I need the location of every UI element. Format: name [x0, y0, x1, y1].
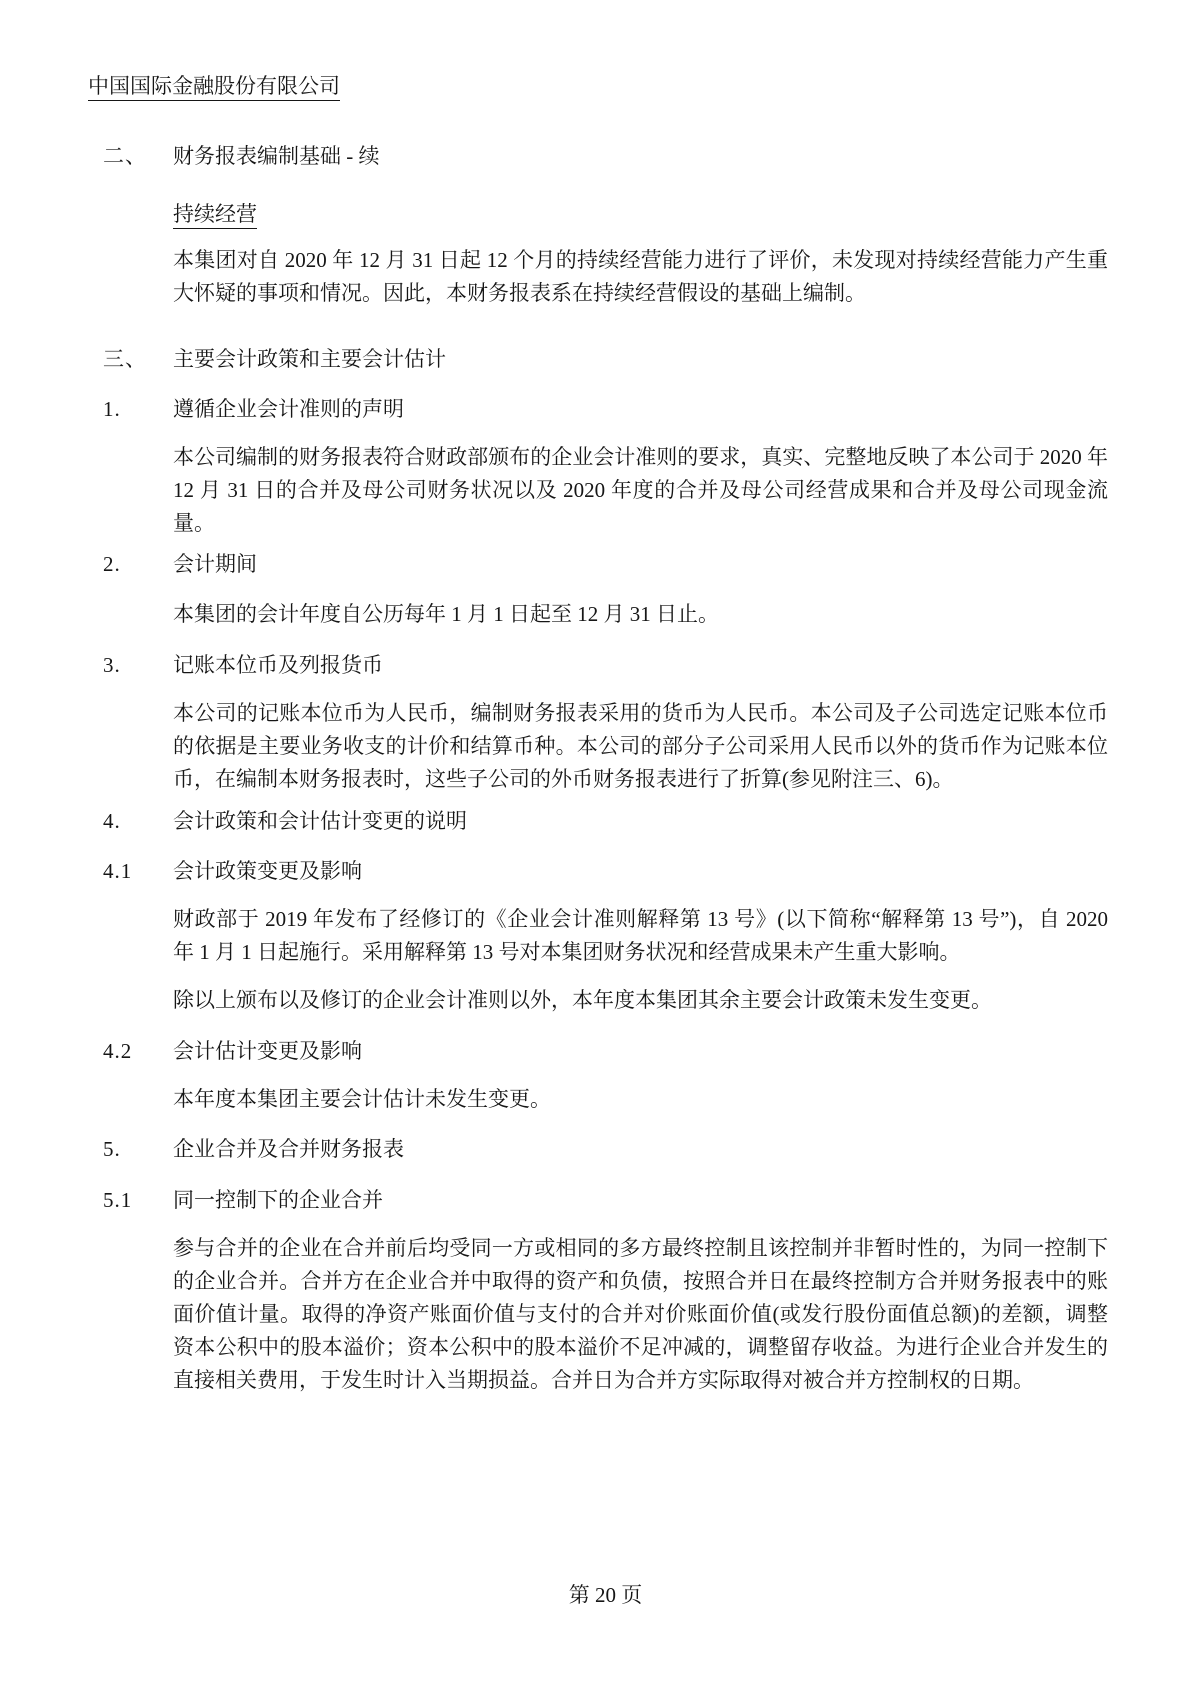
item-title: 企业合并及合并财务报表 [173, 1137, 404, 1161]
item-title: 会计期间 [173, 552, 257, 576]
going-concern-heading [103, 198, 1108, 231]
paragraph-estimate-change: 本年度本集团主要会计估计未发生变更。 [173, 1087, 551, 1111]
section-heading-policies [103, 343, 1108, 376]
section-title: 财务报表编制基础 - 续 [173, 144, 380, 168]
section-heading-basis [103, 140, 1108, 173]
paragraph-common-control-merger: 参与合并的企业在合并前后均受同一方或相同的多方最终控制且该控制并非暂时性的，为同一控制下的企业合并。合并方在企业合并中取得的资产和负债，按照合并日在最终控制方合并财务报表中的账面价值计量。取得的净资产账面价值与支付的合并对价账面价值(或发行股份面值总额)的差额，调整资本公积中的股本溢价；资本公积中的股本溢价不足冲减的，调整留存收益。为进行企业合并发生的直接相关费用，于发生时计入当期损益。合并日为合并方实际取得对被合并方控制权的日期。 [173, 1236, 1108, 1392]
item-number: 4.2 [103, 1039, 133, 1063]
item-number: 4.1 [103, 859, 133, 883]
company-name-text: 中国国际金融股份有限公司 [88, 74, 340, 101]
item-heading-4-1 [103, 855, 1108, 888]
paragraph-no-other-policy-change: 除以上颁布以及修订的企业会计准则以外，本年度本集团其余主要会计政策未发生变更。 [173, 988, 992, 1012]
going-concern-heading-text: 持续经营 [173, 202, 257, 229]
item-heading-2 [103, 548, 1108, 581]
page-footer: 第 20 页 [568, 1583, 643, 1607]
company-name [88, 70, 1108, 103]
paragraph-functional-currency: 本公司的记账本位币为人民币，编制财务报表采用的货币为人民币。本公司及子公司选定记账本位币的依据是主要业务收支的计价和结算币种。本公司的部分子公司采用人民币以外的货币作为记账本位币，在编制本财务报表时，这些子公司的外币财务报表进行了折算(参见附注三、6)。 [173, 701, 1108, 791]
item-number: 3. [103, 653, 121, 677]
item-number: 5.1 [103, 1188, 133, 1212]
item-number: 5. [103, 1137, 121, 1161]
section-number: 二、 [103, 144, 147, 168]
item-heading-4-2 [103, 1035, 1108, 1068]
document-content [88, 70, 1108, 1612]
item-heading-5-1 [103, 1184, 1108, 1217]
item-number: 4. [103, 809, 121, 833]
item-title: 会计政策和会计估计变更的说明 [173, 809, 467, 833]
section-number: 三、 [103, 347, 147, 371]
paragraph-going-concern: 本集团对自 2020 年 12 月 31 日起 12 个月的持续经营能力进行了评价，未发现对持续经营能力产生重大怀疑的事项和情况。因此，本财务报表系在持续经营假设的基础上编制。 [173, 248, 1108, 305]
paragraph-policy-change: 财政部于 2019 年发布了经修订的《企业会计准则解释第 13 号》(以下简称“解释第 13 号”)，自 2020 年 1 月 1 日起施行。采用解释第 13 号对本集团财务状况和经营成果未产生重大影响。 [173, 907, 1108, 964]
item-heading-3 [103, 649, 1108, 682]
item-title: 会计政策变更及影响 [173, 859, 362, 883]
item-title: 会计估计变更及影响 [173, 1039, 362, 1063]
paragraph-accounting-period: 本集团的会计年度自公历每年 1 月 1 日起至 12 月 31 日止。 [173, 602, 719, 626]
item-number: 1. [103, 397, 121, 421]
section-title: 主要会计政策和主要会计估计 [173, 347, 446, 371]
item-title: 记账本位币及列报货币 [173, 653, 383, 677]
item-heading-4 [103, 805, 1108, 838]
item-title: 同一控制下的企业合并 [173, 1188, 383, 1212]
paragraph-compliance: 本公司编制的财务报表符合财政部颁布的企业会计准则的要求，真实、完整地反映了本公司于 2020 年 12 月 31 日的合并及母公司财务状况以及 2020 年度的合并及母公司经营成果和合并及母公司现金流量。 [173, 445, 1108, 535]
item-heading-5 [103, 1133, 1108, 1166]
item-number: 2. [103, 552, 121, 576]
item-heading-1 [103, 393, 1108, 426]
item-title: 遵循企业会计准则的声明 [173, 397, 404, 421]
